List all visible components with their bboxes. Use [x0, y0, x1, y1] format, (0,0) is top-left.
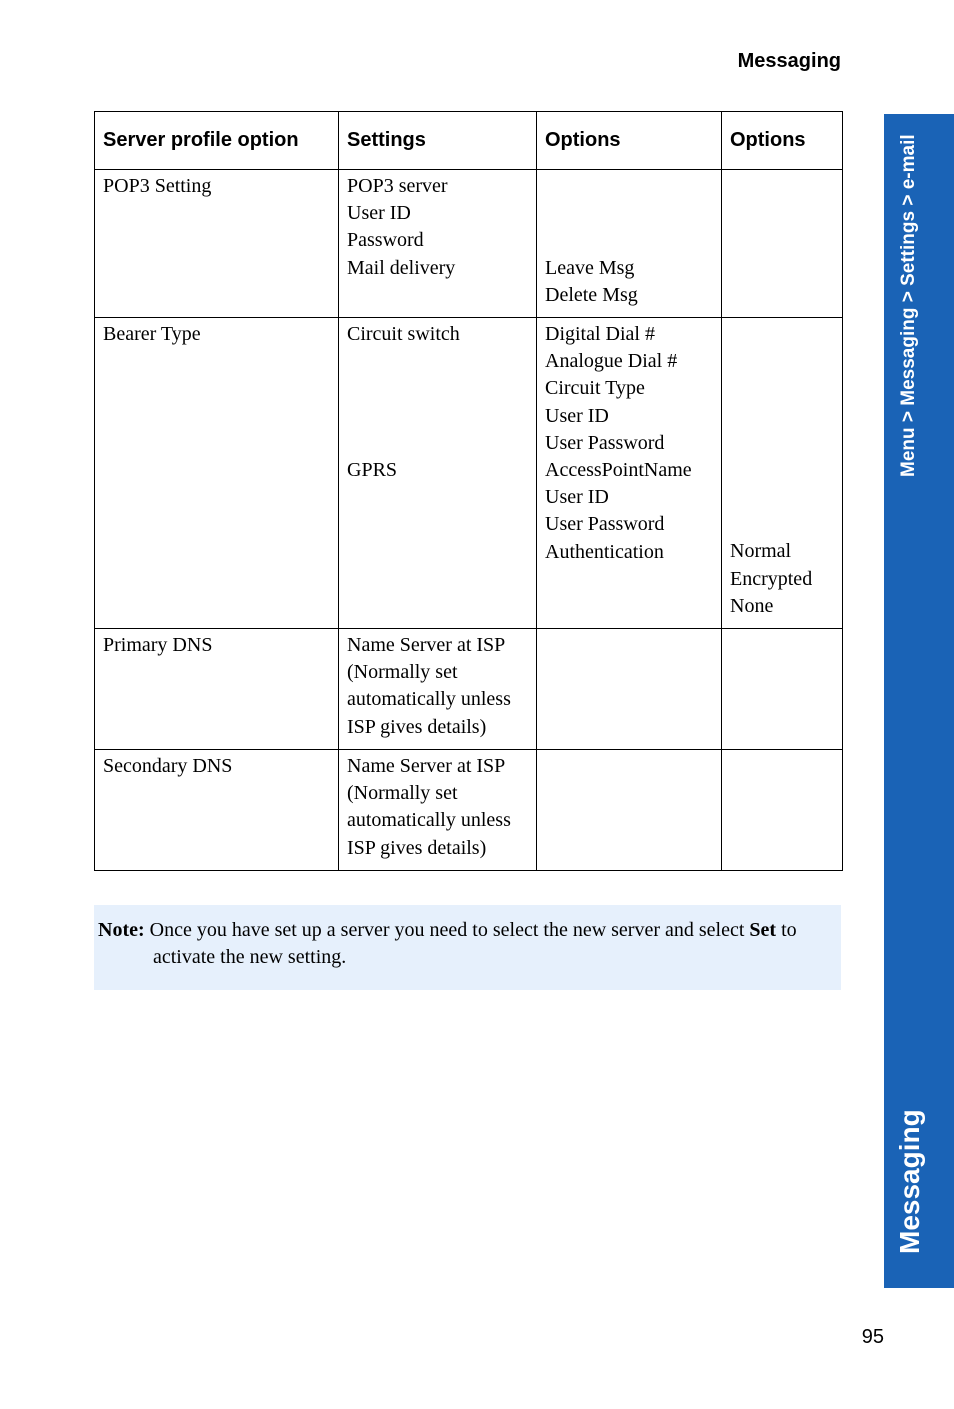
cell-line: (Normally set	[347, 782, 458, 805]
column-header-server-profile-option: Server profile option	[95, 112, 339, 170]
column-header-options: Options	[537, 112, 722, 170]
cell-line: AccessPointName	[545, 458, 692, 481]
cell-line	[545, 200, 713, 227]
cell-line	[545, 173, 713, 200]
cell-line: ISP gives details)	[347, 836, 487, 859]
cell-line	[730, 484, 834, 511]
cell-line: Bearer Type	[103, 322, 201, 345]
cell-line	[730, 403, 834, 430]
cell-line: Name Server at ISP	[347, 634, 506, 657]
cell-line: Leave Msg	[545, 256, 635, 279]
table-cell	[722, 170, 843, 318]
cell-line: Delete Msg	[545, 283, 638, 306]
note-text-after: to	[776, 919, 797, 941]
table-row-secondary-dns	[95, 749, 843, 870]
table-cell	[95, 317, 339, 628]
cell-line: Authentication	[545, 540, 664, 563]
table-cell	[722, 317, 843, 628]
table-cell	[537, 317, 722, 628]
cell-line: Secondary DNS	[103, 754, 233, 777]
cell-line: POP3 Setting	[103, 175, 212, 197]
table-cell	[95, 629, 339, 750]
table-header-row	[95, 112, 843, 170]
cell-line: User ID	[347, 202, 411, 225]
side-tab-breadcrumb: Menu > Messaging > Settings > e-mail	[898, 134, 919, 477]
cell-line: User ID	[545, 486, 609, 509]
table-cell	[537, 749, 722, 870]
cell-line: Name Server at ISP	[347, 754, 506, 777]
table-cell	[339, 629, 537, 750]
cell-line: automatically unless	[347, 809, 511, 832]
table-cell	[339, 170, 537, 318]
cell-line: Normal	[730, 540, 792, 563]
cell-line: GPRS	[347, 458, 398, 481]
note-text: Once you have set up a server you need to select the new server and select	[144, 919, 750, 941]
cell-line: Password	[347, 229, 424, 252]
cell-line: Encrypted	[730, 567, 813, 590]
cell-line: automatically unless	[347, 688, 511, 711]
side-tab-title: Messaging	[894, 1109, 925, 1254]
cell-line	[545, 227, 713, 254]
running-header: Messaging	[737, 50, 841, 72]
table-cell	[722, 629, 843, 750]
note-box	[94, 905, 841, 990]
cell-line	[730, 348, 834, 375]
table-cell	[95, 170, 339, 318]
note-bold-set: Set	[749, 919, 777, 941]
cell-line	[730, 457, 834, 484]
cell-line: Circuit Type	[545, 377, 645, 400]
table-cell	[722, 749, 843, 870]
cell-line: Mail delivery	[347, 256, 456, 279]
note-continuation: activate the new setting.	[153, 946, 347, 968]
table-cell	[95, 749, 339, 870]
table-row-bearer-type	[95, 317, 843, 628]
cell-line	[347, 403, 528, 430]
cell-line	[347, 430, 528, 457]
cell-line	[347, 348, 528, 375]
note-label: Note:	[98, 919, 145, 941]
cell-line: Analogue Dial #	[545, 350, 678, 373]
server-profile-table	[94, 111, 843, 871]
cell-line: (Normally set	[347, 661, 458, 684]
table-cell	[339, 317, 537, 628]
table-cell	[537, 629, 722, 750]
cell-line: None	[730, 594, 774, 617]
cell-line: User Password	[545, 431, 665, 454]
cell-line: Primary DNS	[103, 634, 213, 657]
side-tab	[884, 114, 954, 1288]
cell-line: POP3 server	[347, 175, 448, 197]
page-number: 95	[861, 1326, 884, 1348]
cell-line	[730, 321, 834, 348]
cell-line: User ID	[545, 404, 609, 427]
table-cell	[537, 170, 722, 318]
table-row-pop3-setting	[95, 170, 843, 318]
cell-line	[730, 511, 834, 538]
cell-line: Digital Dial #	[545, 322, 655, 345]
table-cell	[339, 749, 537, 870]
cell-line: ISP gives details)	[347, 715, 487, 738]
table-row-primary-dns	[95, 629, 843, 750]
column-header-settings: Settings	[339, 112, 537, 170]
cell-line	[730, 375, 834, 402]
cell-line: Circuit switch	[347, 322, 460, 345]
cell-line	[347, 375, 528, 402]
column-header-options-2: Options	[722, 112, 843, 170]
cell-line	[730, 430, 834, 457]
cell-line: User Password	[545, 513, 665, 536]
